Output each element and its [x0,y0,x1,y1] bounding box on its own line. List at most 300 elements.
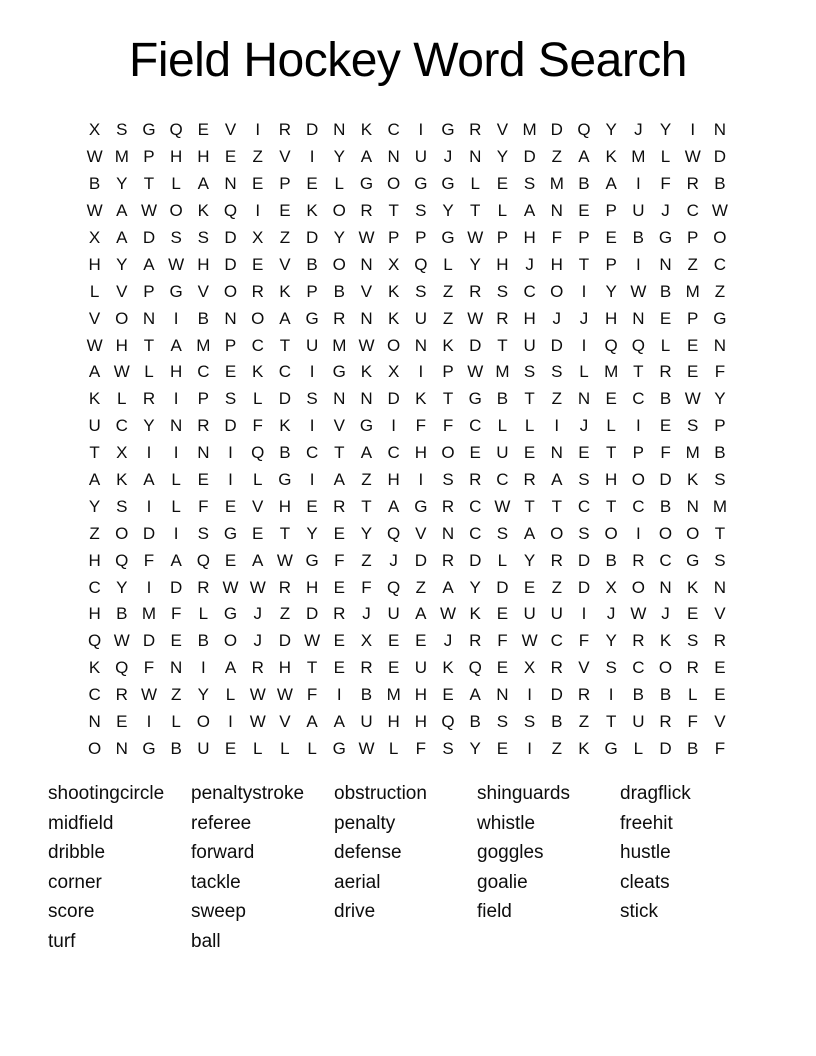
grid-cell: F [334,550,345,570]
grid-cell: C [713,254,727,274]
grid-cell: Z [361,550,372,570]
grid-cell: V [116,281,128,301]
grid-cell: J [579,416,589,436]
grid-cell: S [306,389,318,409]
grid-cell: Z [714,281,726,301]
grid-cell: R [251,281,264,301]
grid-cell: R [142,389,156,409]
grid-cell: P [279,174,291,194]
grid-cell: T [89,443,100,463]
grid-cell: V [88,308,101,328]
grid-cell: B [333,281,345,301]
grid-cell: X [387,362,400,382]
grid-cell: P [687,308,699,328]
grid-cell: I [418,470,424,490]
grid-cell: B [279,443,291,463]
word-list-item: shootingcircle [48,783,165,804]
grid-cell: R [686,174,699,194]
grid-cell: S [687,631,699,651]
grid-cell: O [223,281,238,301]
grid-cell: W [467,362,484,382]
grid-cell: W [113,631,130,651]
grid-cell: C [632,658,645,678]
grid-cell: V [279,254,291,274]
grid-cell: G [142,738,156,758]
grid-cell: Z [551,577,562,597]
grid-cell: I [173,443,179,463]
grid-cell: J [362,604,371,624]
grid-cell: E [578,443,590,463]
grid-cell: Z [279,228,291,247]
grid-cell: D [414,550,427,570]
grid-cell: R [441,550,455,570]
grid-cell: G [223,523,238,543]
grid-cell: E [197,120,210,140]
grid-cell: A [387,496,400,516]
grid-cell: A [442,577,454,597]
grid-cell: S [578,523,590,543]
grid-cell: L [171,712,181,732]
grid-cell: W [440,604,457,624]
grid-cell: D [170,577,183,597]
grid-cell: Y [469,577,481,597]
grid-cell: K [360,362,373,382]
word-list-item: referee [191,812,252,834]
grid-cell: O [251,308,265,328]
grid-cell: E [224,362,237,382]
grid-cell: G [414,496,428,516]
grid-cell: K [306,201,318,221]
grid-cell: F [660,174,671,194]
grid-cell: Z [89,523,100,543]
grid-cell: H [414,712,427,732]
grid-cell: P [415,228,427,247]
grid-cell: Y [333,147,345,167]
grid-cell: N [170,416,183,436]
grid-cell: I [690,120,696,140]
grid-cell: T [524,496,535,516]
grid-cell: S [197,523,210,543]
grid-cell: R [360,201,373,221]
grid-cell: N [360,254,373,274]
grid-cell: R [469,281,482,301]
word-list-item: whistle [477,812,536,834]
word-list-item: sweep [191,901,246,923]
word-list [48,779,763,957]
word-list-item: drive [334,901,376,923]
grid-cell: B [469,712,481,732]
grid-cell: D [305,120,319,140]
grid-cell: N [659,254,672,274]
grid-cell: A [306,712,318,732]
grid-cell: E [496,658,509,678]
grid-cell: T [605,443,617,463]
grid-cell: Q [251,443,265,463]
word-list-item: freehit [620,812,673,834]
grid-cell: Y [143,416,155,436]
grid-cell: P [224,335,237,355]
grid-cell: Q [223,201,238,221]
grid-cell: T [497,335,508,355]
grid-cell: I [146,577,152,597]
grid-cell: H [170,147,183,167]
grid-cell: E [306,174,318,194]
grid-cell: Q [387,577,401,597]
grid-cell: B [197,308,210,328]
grid-cell: C [88,685,101,705]
grid-cell: D [659,738,672,758]
grid-cell: U [523,335,536,355]
grid-cell: Z [551,389,562,409]
grid-cell: E [333,523,345,543]
grid-cell: V [279,712,291,732]
grid-cell: R [550,550,563,570]
grid-cell: N [115,738,128,758]
grid-cell: W [494,496,511,516]
grid-cell: E [252,254,264,274]
grid-cell: S [496,523,509,543]
grid-cell: A [523,523,536,543]
grid-cell: N [469,147,482,167]
grid-cell: K [279,281,291,301]
grid-cell: A [469,685,481,705]
grid-cell: E [224,550,237,570]
grid-cell: A [360,147,373,167]
grid-cell: O [387,335,401,355]
grid-cell: N [224,174,237,194]
grid-cell: O [387,174,401,194]
grid-cell: L [497,416,508,436]
word-list-item: midfield [48,812,114,834]
word-list-item: shinguards [477,783,570,804]
grid-cell: Y [605,281,617,301]
grid-cell: L [388,738,399,758]
grid-cell: R [441,496,455,516]
grid-cell: W [113,362,130,382]
grid-cell: O [115,523,129,543]
grid-cell: E [170,631,182,651]
grid-cell: Q [414,254,428,274]
grid-cell: E [687,362,699,382]
grid-cell: G [441,228,455,247]
grid-cell: W [630,604,647,624]
grid-cell: T [578,254,590,274]
grid-cell: W [630,281,647,301]
grid-cell: I [581,281,587,301]
grid-cell: I [200,658,206,678]
grid-cell: S [523,174,536,194]
grid-cell: J [606,604,616,624]
grid-cell: P [143,281,155,301]
word-list-item: score [48,901,95,923]
grid-cell: A [88,470,101,490]
grid-cell: C [659,550,672,570]
grid-cell: I [228,712,233,732]
word-list-item: turf [48,930,76,952]
grid-cell: L [660,335,671,355]
grid-cell: B [714,443,726,463]
grid-cell: C [197,362,210,382]
grid-cell: Z [578,712,590,732]
grid-cell: R [550,658,563,678]
grid-cell: I [608,685,614,705]
grid-cell: F [660,443,671,463]
grid-cell: N [713,577,727,597]
grid-cell: V [279,147,291,167]
grid-cell: N [88,712,101,732]
grid-cell: X [88,228,101,247]
grid-cell: L [171,174,181,194]
grid-cell: F [714,738,726,758]
grid-cell: T [551,496,562,516]
grid-cell: B [551,712,563,732]
grid-cell: K [116,470,128,490]
grid-cell: S [496,281,509,301]
grid-cell: F [170,604,182,624]
grid-cell: C [686,201,699,221]
grid-cell: V [415,523,427,543]
grid-cell: B [197,631,210,651]
grid-cell: W [276,550,293,570]
grid-cell: N [632,308,645,328]
grid-cell: Y [659,120,672,140]
grid-cell: W [249,577,266,597]
grid-cell: P [578,228,590,247]
grid-cell: Q [169,120,183,140]
grid-cell: X [116,443,128,463]
grid-cell: W [86,335,103,355]
grid-cell: S [714,550,726,570]
grid-cell: K [469,604,481,624]
grid-cell: I [581,335,587,355]
grid-cell: I [336,685,342,705]
grid-cell: S [116,120,128,140]
grid-cell: I [228,443,233,463]
grid-cell: E [714,685,726,705]
grid-cell: I [255,120,261,140]
grid-cell: T [306,658,318,678]
grid-cell: I [581,604,587,624]
grid-cell: Y [197,685,210,705]
grid-cell: L [280,738,290,758]
grid-cell: E [224,738,237,758]
grid-cell: P [442,362,454,382]
grid-cell: S [523,362,536,382]
grid-cell: D [305,604,319,624]
grid-cell: S [442,738,454,758]
grid-cell: U [414,658,427,678]
grid-cell: E [197,470,210,490]
grid-cell: R [659,712,672,732]
word-list-item: goggles [477,842,544,864]
grid-cell: N [170,658,183,678]
grid-cell: U [496,443,509,463]
grid-cell: A [551,470,563,490]
word-list-item: dribble [48,842,106,864]
grid-cell: A [252,550,264,570]
grid-cell: L [117,389,127,409]
grid-cell: P [605,201,617,221]
grid-cell: E [578,201,590,221]
grid-cell: E [333,658,345,678]
grid-cell: K [605,147,617,167]
grid-cell: R [632,550,645,570]
grid-cell: D [142,228,156,247]
grid-cell: X [523,658,536,678]
grid-cell: G [414,174,428,194]
grid-cell: X [88,120,101,140]
grid-cell: U [305,335,319,355]
grid-cell: U [632,201,645,221]
grid-cell: X [252,228,264,247]
grid-cell: D [659,470,672,490]
grid-cell: E [252,523,264,543]
grid-cell: S [523,712,536,732]
grid-cell: D [224,254,237,274]
grid-cell: H [387,712,400,732]
grid-cell: N [441,523,455,543]
grid-cell: S [116,496,128,516]
grid-cell: G [142,120,156,140]
grid-cell: R [496,308,509,328]
grid-cell: D [224,416,237,436]
grid-cell: I [309,362,315,382]
grid-cell: C [305,443,319,463]
grid-cell: P [387,228,400,247]
grid-cell: M [495,362,510,382]
grid-cell: H [523,228,536,247]
grid-cell: L [334,174,345,194]
grid-cell: N [414,335,427,355]
grid-cell: Y [333,228,345,247]
grid-cell: G [169,281,183,301]
grid-cell: E [415,631,427,651]
grid-cell: R [251,658,264,678]
grid-cell: K [197,201,210,221]
grid-cell: B [496,389,509,409]
grid-cell: G [713,308,727,328]
word-list-item: goalie [477,871,528,893]
grid-cell: B [88,174,101,194]
grid-cell: C [387,443,400,463]
grid-cell: A [578,147,590,167]
grid-cell: M [386,685,401,705]
grid-cell: D [142,523,156,543]
grid-cell: S [551,362,563,382]
grid-cell: F [143,550,155,570]
grid-cell: N [333,389,346,409]
grid-cell: W [140,685,157,705]
grid-cell: O [713,228,727,247]
grid-cell: J [253,631,262,651]
grid-cell: Z [442,281,454,301]
grid-cell: O [550,523,564,543]
word-list-item: penalty [334,812,396,834]
grid-cell: A [170,550,182,570]
grid-cell: J [443,147,453,167]
grid-cell: E [496,738,509,758]
grid-cell: S [442,470,454,490]
grid-cell: A [360,443,373,463]
grid-cell: R [278,577,292,597]
grid-cell: F [306,685,318,705]
grid-cell: G [332,738,346,758]
grid-cell: T [143,174,155,194]
grid-cell: Q [387,523,401,543]
grid-cell: D [469,550,482,570]
word-list-item: ball [191,930,221,952]
grid-cell: Y [116,577,128,597]
word-list-item: penaltystroke [191,783,305,804]
grid-cell: B [632,228,645,247]
grid-cell: K [88,658,101,678]
grid-cell: G [604,738,618,758]
grid-cell: E [496,604,509,624]
grid-cell: O [87,738,102,758]
grid-cell: L [252,470,263,490]
grid-cell: C [387,120,400,140]
grid-cell: C [251,335,264,355]
grid-cell: J [389,550,398,570]
grid-cell: W [684,389,701,409]
grid-cell: O [223,631,238,651]
grid-cell: R [632,631,645,651]
grid-cell: M [141,604,157,624]
grid-cell: Y [116,174,128,194]
grid-cell: C [523,281,536,301]
grid-cell: D [550,335,563,355]
grid-cell: M [631,147,646,167]
grid-cell: K [687,577,699,597]
grid-cell: G [359,174,374,194]
grid-cell: R [659,362,672,382]
grid-cell: G [658,228,673,247]
grid-cell: L [660,147,671,167]
word-list-item: field [477,901,512,923]
grid-cell: R [197,416,210,436]
grid-cell: Y [306,523,318,543]
grid-cell: T [470,201,481,221]
grid-cell: J [552,308,562,328]
grid-cell: E [523,443,536,463]
grid-cell: B [605,550,617,570]
grid-cell: S [687,416,699,436]
grid-cell: E [496,174,509,194]
word-list-item: corner [48,871,102,893]
grid-cell: H [170,362,183,382]
grid-cell: W [467,228,484,247]
grid-cell: V [714,712,726,732]
grid-cell: W [222,577,239,597]
grid-cell: M [685,281,700,301]
grid-cell: V [578,658,590,678]
grid-cell: J [443,631,453,651]
grid-cell: B [170,738,182,758]
grid-cell: A [143,254,155,274]
grid-cell: O [441,443,455,463]
grid-cell: W [358,738,375,758]
grid-cell: C [577,496,591,516]
grid-cell: U [550,604,563,624]
grid-cell: N [333,120,346,140]
grid-cell: F [551,228,562,247]
grid-cell: P [496,228,509,247]
grid-cell: A [523,201,536,221]
grid-cell: H [523,308,536,328]
grid-cell: Q [441,712,455,732]
grid-cell: K [88,389,101,409]
grid-cell: O [550,281,564,301]
